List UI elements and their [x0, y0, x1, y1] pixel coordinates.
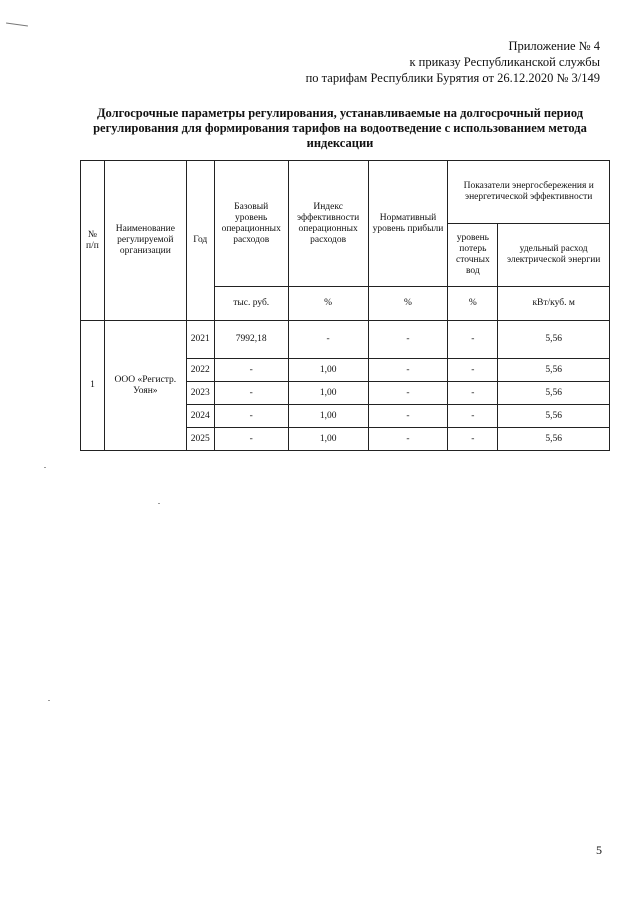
table-row: [81, 321, 610, 359]
cell-base: 7992,18: [214, 321, 288, 359]
cell-profit: -: [368, 382, 448, 405]
cell-specific: 5,56: [498, 405, 610, 428]
cell-profit: -: [368, 321, 448, 359]
cell-loss: -: [448, 405, 498, 428]
scan-speck: [48, 700, 50, 701]
document-title: Долгосрочные параметры регулирования, устанавливаемые на долгосрочный период регулирования для формирования тарифов на водоотведение с использованием метода индексации: [93, 106, 587, 150]
cell-year: 2021: [186, 321, 214, 359]
col-header-num: № п/п: [81, 161, 105, 321]
cell-specific: 5,56: [498, 428, 610, 451]
unit-specific: кВт/куб. м: [498, 287, 610, 321]
cell-index: 1,00: [288, 382, 368, 405]
cell-index: 1,00: [288, 428, 368, 451]
cell-specific: 5,56: [498, 359, 610, 382]
cell-year: 2024: [186, 405, 214, 428]
org-number: 1: [81, 321, 105, 451]
cell-year: 2025: [186, 428, 214, 451]
appendix-header: [306, 38, 600, 86]
cell-year: 2022: [186, 359, 214, 382]
cell-year: 2023: [186, 382, 214, 405]
header-line-1: Приложение № 4: [508, 39, 600, 53]
col-header-energy-group: Показатели энергосбережения и энергетической эффективности: [448, 161, 610, 224]
cell-loss: -: [448, 428, 498, 451]
col-header-profit: Нормативный уровень прибыли: [368, 161, 448, 287]
cell-loss: -: [448, 382, 498, 405]
header-line-2: к приказу Республиканской службы: [409, 55, 600, 69]
col-header-base: Базовый уровень операционных расходов: [214, 161, 288, 287]
cell-profit: -: [368, 359, 448, 382]
cell-base: -: [214, 382, 288, 405]
cell-specific: 5,56: [498, 321, 610, 359]
cell-index: -: [288, 321, 368, 359]
unit-index: %: [288, 287, 368, 321]
cell-base: -: [214, 359, 288, 382]
scan-speck: [158, 503, 160, 504]
scan-speck: [44, 467, 46, 468]
scan-mark: [6, 22, 28, 26]
unit-profit: %: [368, 287, 448, 321]
cell-index: 1,00: [288, 359, 368, 382]
unit-base: тыс. руб.: [214, 287, 288, 321]
header-line-3: по тарифам Республики Бурятия от 26.12.2020 № 3/149: [305, 71, 600, 85]
cell-loss: -: [448, 359, 498, 382]
cell-index: 1,00: [288, 405, 368, 428]
cell-loss: -: [448, 321, 498, 359]
col-header-specific: удельный расход электрической энергии: [498, 224, 610, 287]
cell-profit: -: [368, 405, 448, 428]
header-row: [81, 161, 610, 224]
col-header-index: Индекс эффективности операционных расходов: [288, 161, 368, 287]
cell-base: -: [214, 428, 288, 451]
org-name: ООО «Регистр. Уоян»: [104, 321, 186, 451]
col-header-loss: уровень потерь сточных вод: [448, 224, 498, 287]
cell-profit: -: [368, 428, 448, 451]
page-number: 5: [596, 843, 602, 857]
parameters-table: [80, 160, 610, 451]
col-header-org: Наименование регулируемой организации: [104, 161, 186, 321]
cell-base: -: [214, 405, 288, 428]
cell-specific: 5,56: [498, 382, 610, 405]
unit-loss: %: [448, 287, 498, 321]
col-header-year: Год: [186, 161, 214, 321]
